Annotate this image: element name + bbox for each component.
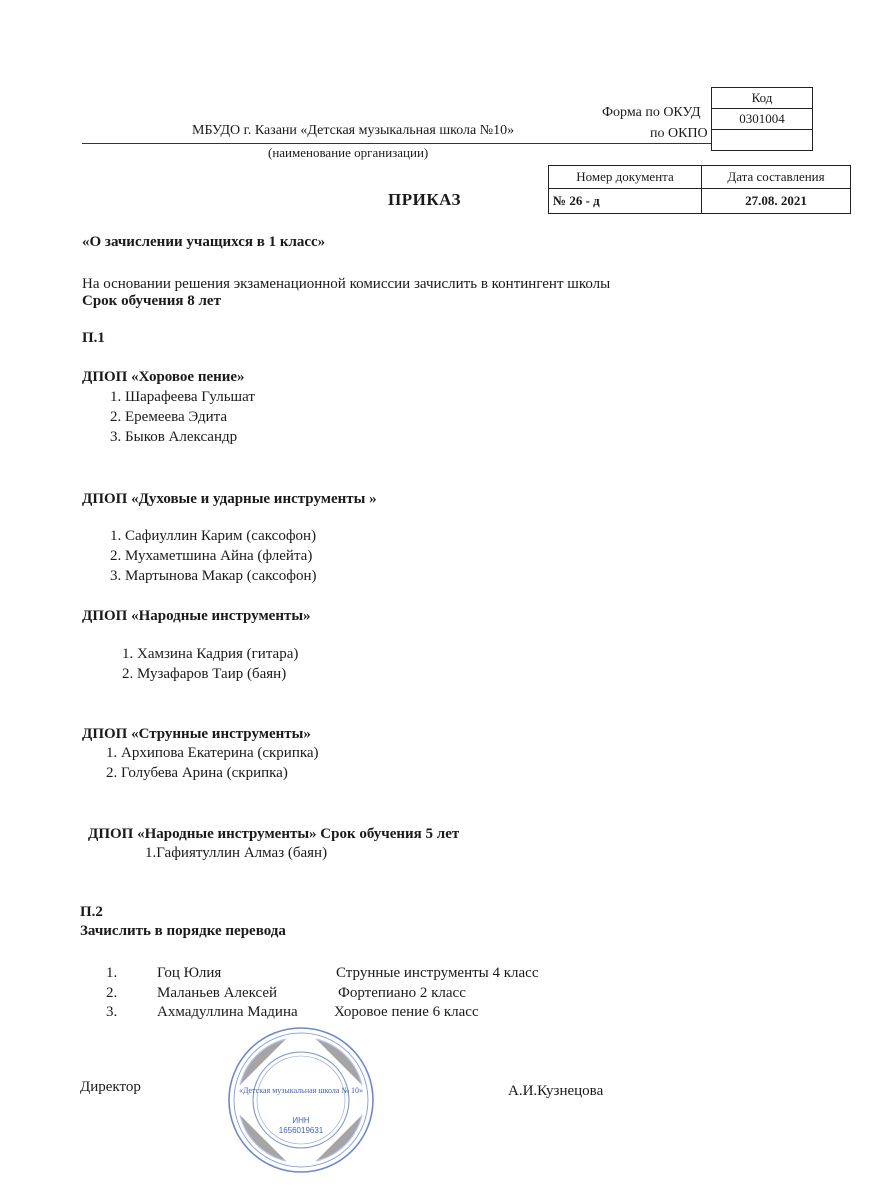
list-item: 1. Хамзина Кадрия (гитара) (122, 646, 299, 662)
doc-number: № 26 - д (549, 189, 702, 214)
transfer-name: Маланьев Алексей (157, 985, 278, 1001)
list-item: 3. Мартынова Макар (саксофон) (110, 568, 317, 584)
transfer-name: Ахмадуллина Мадина (157, 1004, 298, 1020)
list-item: 2. Еремеева Эдита (110, 409, 228, 425)
paragraph-1: П.1 (82, 330, 105, 346)
transfer-number: 2. (106, 985, 118, 1001)
date-label: Дата составления (702, 166, 851, 189)
transfer-name: Гоц Юлия (157, 965, 222, 981)
doc-number-label: Номер документа (549, 166, 702, 189)
section-heading-folk-5: ДПОП «Народные инструменты» Срок обучения 5 лет (88, 826, 460, 842)
study-term: Срок обучения 8 лет (82, 293, 221, 309)
org-underline (82, 143, 712, 144)
list-item: 1. Архипова Екатерина (скрипка) (106, 745, 319, 761)
section-heading-choral: ДПОП «Хоровое пение» (82, 369, 245, 385)
paragraph-2: П.2 (80, 904, 103, 920)
code-table (711, 87, 813, 151)
document-table (548, 165, 851, 214)
stamp-inn: 1656019631 (278, 1126, 324, 1135)
code-header: Код (712, 88, 813, 109)
organization-name: МБУДО г. Казани «Детская музыкальная школа №10» (192, 123, 515, 138)
stamp-center-text: «Детская музыкальная школа № 10» (238, 1086, 364, 1095)
transfer-program: Хоровое пение 6 класс (334, 1004, 479, 1020)
director-label: Директор (80, 1079, 141, 1095)
order-subject: «О зачислении учащихся в 1 класс» (82, 234, 326, 250)
list-item: 1. Сафиуллин Карим (саксофон) (110, 528, 317, 544)
okpo-code (712, 130, 813, 151)
list-item: 3. Быков Александр (110, 429, 238, 445)
list-item: 2. Музафаров Таир (баян) (122, 666, 287, 682)
section-heading-folk: ДПОП «Народные инструменты» (82, 608, 311, 624)
transfer-number: 3. (106, 1004, 118, 1020)
transfer-program: Струнные инструменты 4 класс (336, 965, 539, 981)
date-value: 27.08. 2021 (702, 189, 851, 214)
okud-code: 0301004 (712, 109, 813, 130)
document-title: ПРИКАЗ (388, 190, 461, 209)
organization-caption: (наименование организации) (268, 145, 429, 160)
official-stamp (226, 1025, 376, 1175)
okud-label: Форма по ОКУД (602, 105, 701, 120)
transfer-number: 1. (106, 965, 118, 981)
list-item: 1.Гафиятуллин Алмаз (баян) (145, 845, 328, 861)
stamp-inn-label: ИНН (292, 1116, 310, 1125)
list-item: 2. Голубева Арина (скрипка) (106, 765, 288, 781)
director-name: А.И.Кузнецова (508, 1083, 604, 1099)
section-heading-winds: ДПОП «Духовые и ударные инструменты » (82, 491, 377, 507)
transfer-heading: Зачислить в порядке перевода (80, 923, 286, 939)
transfer-program: Фортепиано 2 класс (338, 985, 466, 1001)
order-basis: На основании решения экзаменационной комиссии зачислить в контингент школы (82, 276, 611, 292)
section-heading-strings: ДПОП «Струнные инструменты» (82, 726, 311, 742)
okpo-label: по ОКПО (650, 126, 708, 141)
list-item: 1. Шарафеева Гульшат (110, 389, 255, 405)
list-item: 2. Мухаметшина Айна (флейта) (110, 548, 313, 564)
